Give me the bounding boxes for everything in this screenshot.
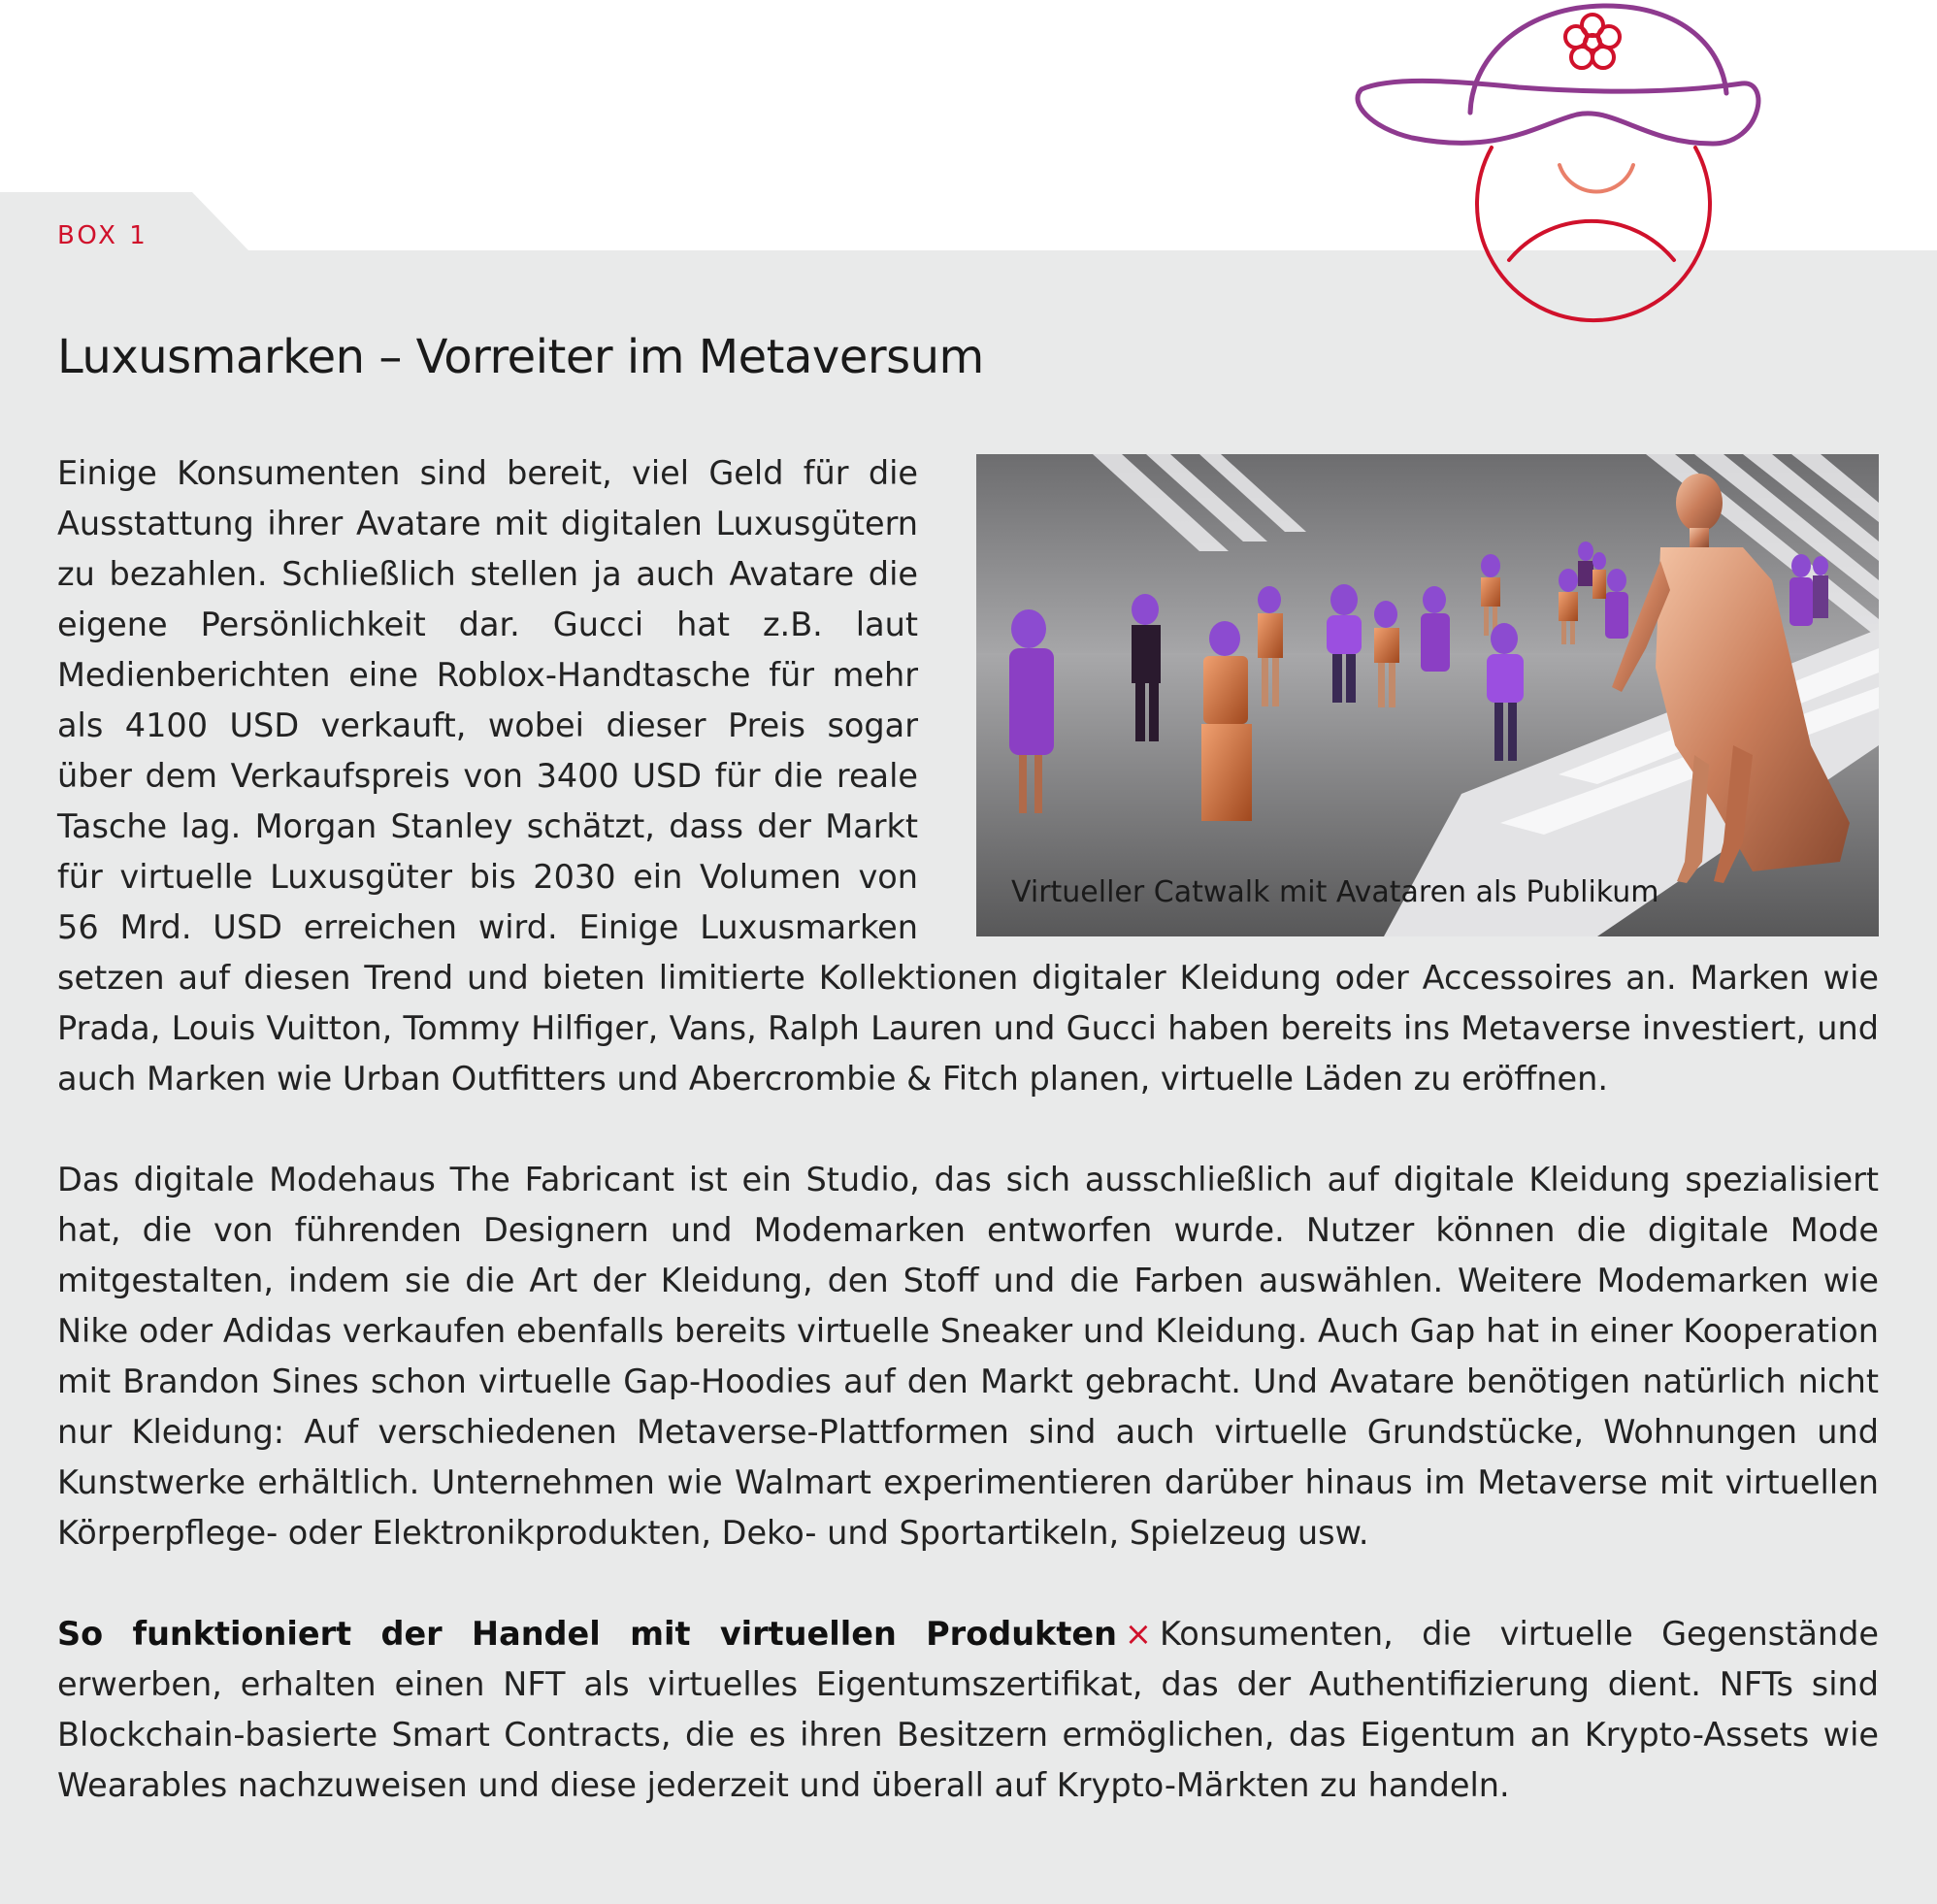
paragraph-3-body: Konsumenten, die virtuelle Gegenstände erwerben, erhalten einen NFT als virtuelles Eigentumszertifikat, das der Authentifizierung dient. NFTs sind Blockchain-basierte Smart Contracts, die es ihren Besitzern ermöglichen, das Eigentum an Krypto-Assets wie Wearables nachzuweisen und diese jederzeit und überall auf Krypto-Märkten zu handeln. <box>57 1615 1880 1804</box>
catwalk-figure <box>976 454 1879 936</box>
figure-caption: Virtueller Catwalk mit Avataren als Publikum <box>1011 875 1659 909</box>
paragraph-3 <box>57 1609 1879 1811</box>
paragraph-2: Das digitale Modehaus The Fabricant ist ein Studio, das sich ausschließlich auf digitale Kleidung spezialisiert hat, die von führenden Designern und Modemarken entworfen wurde. Nutzer können die digitale Mode mitgestalten, indem sie die Art der Kleidung, den Stoff und die Farben auswählen. Weitere Modemarken wie Nike oder Adidas verkaufen ebenfalls bereits virtuelle Sneaker und Kleidung. Auch Gap hat in einer Kooperation mit Brandon Sines schon virtuelle Gap-Hoodies auf den Markt gebracht. Und Avatare benötigen natürlich nicht nur Kleidung: Auf verschiedenen Metaverse-Plattformen sind auch virtuelle Grundstücke, Wohnungen und Kunstwerke erhältlich. Unternehmen wie Walmart experimentieren darüber hinaus im Metaverse mit virtuellen Körperpflege- oder Elektronikprodukten, Deko- und Sportartikeln, Spielzeug usw. <box>57 1161 1879 1552</box>
paragraph-3-lead: So funktioniert der Handel mit virtuellen Produkten <box>57 1615 1117 1653</box>
separator-x-icon: × <box>1124 1615 1152 1653</box>
page-title: Luxusmarken – Vorreiter im Metaversum <box>57 330 984 384</box>
paragraph-1: Einige Konsumenten sind bereit, viel Geld für die Ausstattung ihrer Avatare mit digitalen Luxusgütern zu bezahlen. Schließlich stellen ja auch Avatare die eigene Persönlichkeit dar. Gucci hat z.B. laut Medienberichten eine Roblox-Handtasche für mehr als 4100 USD verkauft, wobei dieser Preis sogar über dem Verkaufspreis von 3400 USD für die reale Tasche lag. Morgan Stanley schätzt, dass der Markt für virtuelle Luxusgüter bis 2030 ein Volumen von 56 Mrd. USD erreichen wird. Einige Luxusmarken setzen auf diesen Trend und bieten limitierte Kollektionen digitaler Kleidung oder Accessoires an. Marken wie Prada, Louis Vuitton, Tommy Hilfiger, Vans, Ralph Lauren und Gucci haben bereits ins Metaverse investiert, und auch Marken wie Urban Outfitters und Abercrombie & Fitch planen, virtuelle Läden zu eröffnen. <box>57 454 1879 1098</box>
avatar-hat-icon <box>1354 0 1761 326</box>
box-label: BOX 1 <box>57 221 148 250</box>
catwalk-image <box>976 454 1879 936</box>
box-content <box>57 448 1879 1811</box>
